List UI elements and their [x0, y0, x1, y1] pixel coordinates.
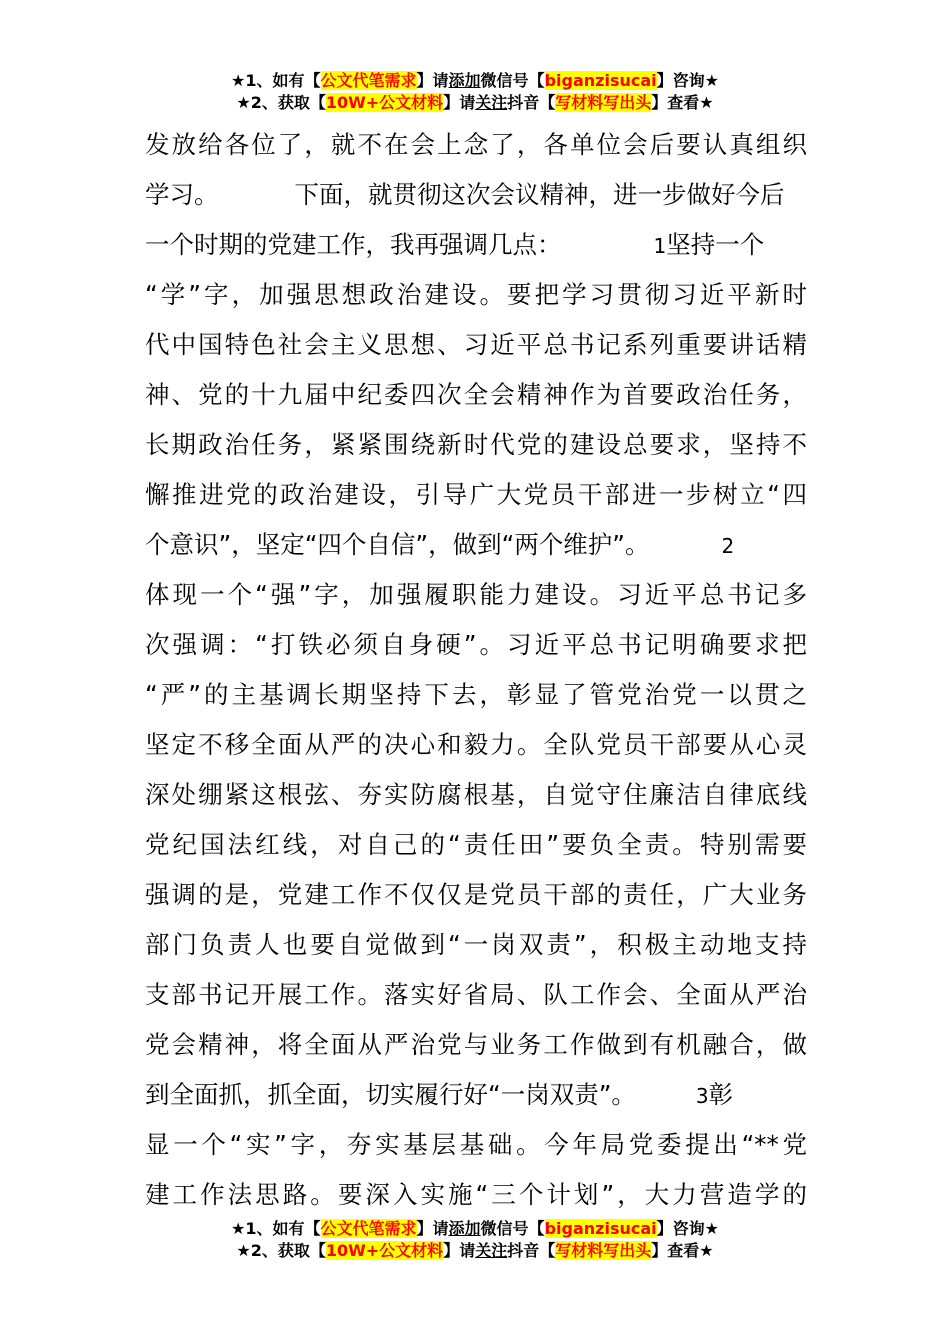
- body-line: 显一个“实”字，夯实基层基础。今年局党委提出“**党: [145, 1130, 807, 1159]
- body-line: 党会精神，将全面从严治党与业务工作做到有机融合，做: [145, 1030, 807, 1059]
- promo-text: ★1、如有【: [231, 1219, 321, 1238]
- section-number: 2: [721, 534, 735, 558]
- promo-text: ★2、获取【: [236, 93, 326, 112]
- promo-text: 】查看★: [651, 1241, 714, 1260]
- promo-underline: 添加: [448, 1219, 481, 1238]
- promo-text: 抖音【: [507, 93, 556, 112]
- body-line: “学”字，加强思想政治建设。要把学习贯彻习近平新时: [145, 280, 807, 309]
- document-body: [145, 120, 807, 1220]
- promo-highlight: 公文代笔需求: [320, 1219, 417, 1238]
- body-text-segment: 个意识”，坚定“四个自信”，做到“两个维护”。: [145, 530, 650, 559]
- promo-line-1: [0, 70, 950, 92]
- promo-line-1: [0, 1218, 950, 1240]
- body-line: “严”的主基调长期坚持下去，彰显了管党治党一以贯之: [145, 680, 807, 709]
- body-text-segment: 到全面抓，抓全面，切实履行好“一岗双责”。: [145, 1080, 636, 1109]
- footer-promo-banner: [0, 1218, 950, 1262]
- promo-text: ★2、获取【: [236, 1241, 326, 1260]
- section-heading-text: 坚持一个: [666, 230, 765, 259]
- body-line: 坚定不移全面从严的决心和毅力。全队党员干部要从心灵: [145, 730, 807, 759]
- body-line: 次强调：“打铁必须自身硬”。习近平总书记明确要求把: [145, 630, 807, 659]
- body-line: 党纪国法红线，对自己的“责任田”要负全责。特别需要: [145, 830, 807, 859]
- body-line: [145, 520, 807, 570]
- douyin-id-highlight: 写材料写出头: [555, 1241, 652, 1260]
- promo-line-2: [0, 1240, 950, 1262]
- section-number: 3: [695, 1084, 709, 1108]
- promo-highlight: 10W+公文材料: [325, 93, 444, 112]
- promo-text: 】查看★: [651, 93, 714, 112]
- promo-underline: 关注: [475, 93, 508, 112]
- promo-highlight: 公文代笔需求: [320, 71, 417, 90]
- promo-underline: 关注: [475, 1241, 508, 1260]
- promo-text: 】请: [416, 71, 449, 90]
- promo-underline: 添加: [448, 71, 481, 90]
- promo-line-2: [0, 92, 950, 114]
- body-line: 长期政治任务，紧紧围绕新时代党的建设总要求，坚持不: [145, 430, 807, 459]
- promo-text: 微信号【: [480, 71, 545, 90]
- body-line: [145, 220, 807, 270]
- wechat-id-highlight: biganzisucai: [544, 71, 657, 90]
- body-line: 代中国特色社会主义思想、习近平总书记系列重要讲话精: [145, 330, 807, 359]
- promo-text: 抖音【: [507, 1241, 556, 1260]
- body-line: [145, 170, 807, 220]
- body-line: 发放给各位了，就不在会上念了，各单位会后要认真组织: [145, 130, 807, 159]
- body-line: 强调的是，党建工作不仅仅是党员干部的责任，广大业务: [145, 880, 807, 909]
- body-text-segment: 下面，就贯彻这次会议精神，进一步做好今后: [294, 180, 785, 209]
- promo-text: 】咨询★: [656, 1219, 719, 1238]
- body-line: 深处绷紧这根弦、夯实防腐根基，自觉守住廉洁自律底线: [145, 780, 807, 809]
- promo-highlight: 10W+公文材料: [325, 1241, 444, 1260]
- promo-text: 微信号【: [480, 1219, 545, 1238]
- promo-text: 】请: [443, 93, 476, 112]
- body-text-segment: 学习。: [145, 180, 219, 209]
- promo-text: 】请: [416, 1219, 449, 1238]
- body-line: [145, 1070, 807, 1120]
- body-line: 体现一个“强”字，加强履职能力建设。习近平总书记多: [145, 580, 807, 609]
- wechat-id-highlight: biganzisucai: [544, 1219, 657, 1238]
- promo-text: 】请: [443, 1241, 476, 1260]
- header-promo-banner: [0, 70, 950, 114]
- body-line: 懈推进党的政治建设，引导广大党员干部进一步树立“四: [145, 480, 807, 509]
- body-text-segment: 一个时期的党建工作，我再强调几点：: [145, 230, 562, 259]
- section-number: 1: [653, 234, 667, 258]
- douyin-id-highlight: 写材料写出头: [555, 93, 652, 112]
- body-line: 建工作法思路。要深入实施“三个计划”，大力营造学的: [145, 1180, 807, 1209]
- promo-text: ★1、如有【: [231, 71, 321, 90]
- body-line: 神、党的十九届中纪委四次全会精神作为首要政治任务，: [145, 380, 807, 409]
- promo-text: 】咨询★: [656, 71, 719, 90]
- body-line: 部门负责人也要自觉做到“一岗双责”，积极主动地支持: [145, 930, 807, 959]
- section-heading-text: 彰: [708, 1080, 734, 1109]
- body-line: 支部书记开展工作。落实好省局、队工作会、全面从严治: [145, 980, 807, 1009]
